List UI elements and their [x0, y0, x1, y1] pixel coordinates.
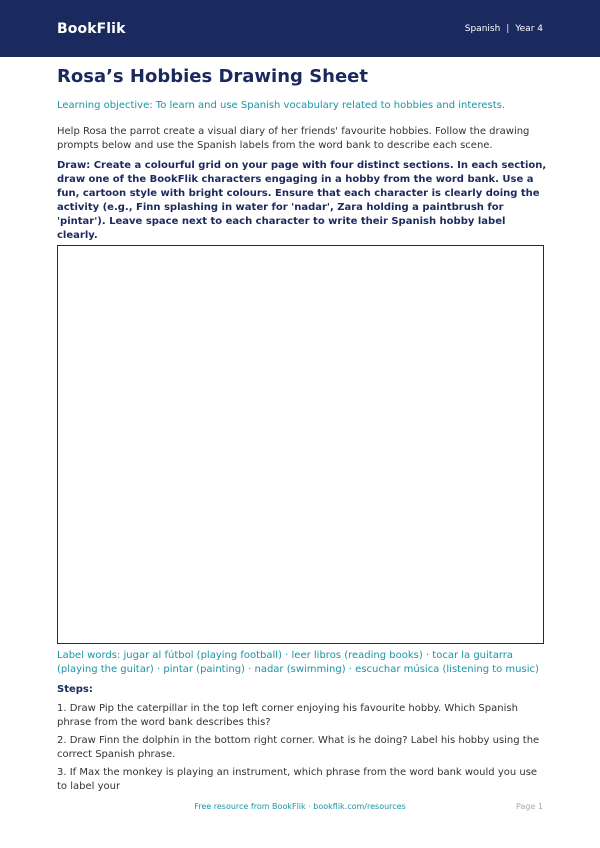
- brand-logo: BookFlik: [57, 20, 126, 37]
- meta-separator: |: [506, 23, 510, 34]
- step-item: 3. If Max the monkey is playing an instrument, which phrase from the word bank would you use to label your: [57, 767, 538, 792]
- steps-heading: Steps:: [57, 684, 93, 695]
- page-header: [0, 0, 600, 57]
- draw-instructions: Draw: Create a colourful grid on your page with four distinct sections. In each section, draw one of the BookFlik characters engaging in a hobby from the word bank. Use a fun, cartoon style with bright colours. Ensure that each character is clearly doing the activity (e.g., Finn splashing in water for 'nadar', Zara holding a paintbrush for 'pintar'). Leave space next to each character to write their Spanish hobby label clearly.: [57, 160, 547, 241]
- drawing-area[interactable]: [57, 245, 544, 644]
- header-meta: [465, 24, 543, 34]
- page-title: Rosa’s Hobbies Drawing Sheet: [57, 66, 368, 87]
- page-number: Page 1: [516, 802, 543, 811]
- footer-text: Free resource from BookFlik · bookflik.com/resources: [194, 802, 406, 811]
- year-label: Year 4: [515, 23, 543, 34]
- subject-label: Spanish: [464, 23, 501, 34]
- intro-text: Help Rosa the parrot create a visual diary of her friends' favourite hobbies. Follow the drawing prompts below and use the Spanish labels from the word bank to describe each scene.: [57, 126, 530, 151]
- step-item: 2. Draw Finn the dolphin in the bottom right corner. What is he doing? Label his hobby using the correct Spanish phrase.: [57, 735, 540, 760]
- step-item: 1. Draw Pip the caterpillar in the top left corner enjoying his favourite hobby. Which Spanish phrase from the word bank describes this?: [57, 703, 518, 728]
- steps-list: [57, 702, 547, 792]
- page-footer: [0, 802, 600, 814]
- label-words: Label words: jugar al fútbol (playing football) · leer libros (reading books) · tocar la guitarra (playing the guitar) · pintar (painting) · nadar (swimming) · escuchar música (listening to music): [57, 650, 539, 675]
- learning-objective: Learning objective: To learn and use Spanish vocabulary related to hobbies and interests.: [57, 100, 506, 111]
